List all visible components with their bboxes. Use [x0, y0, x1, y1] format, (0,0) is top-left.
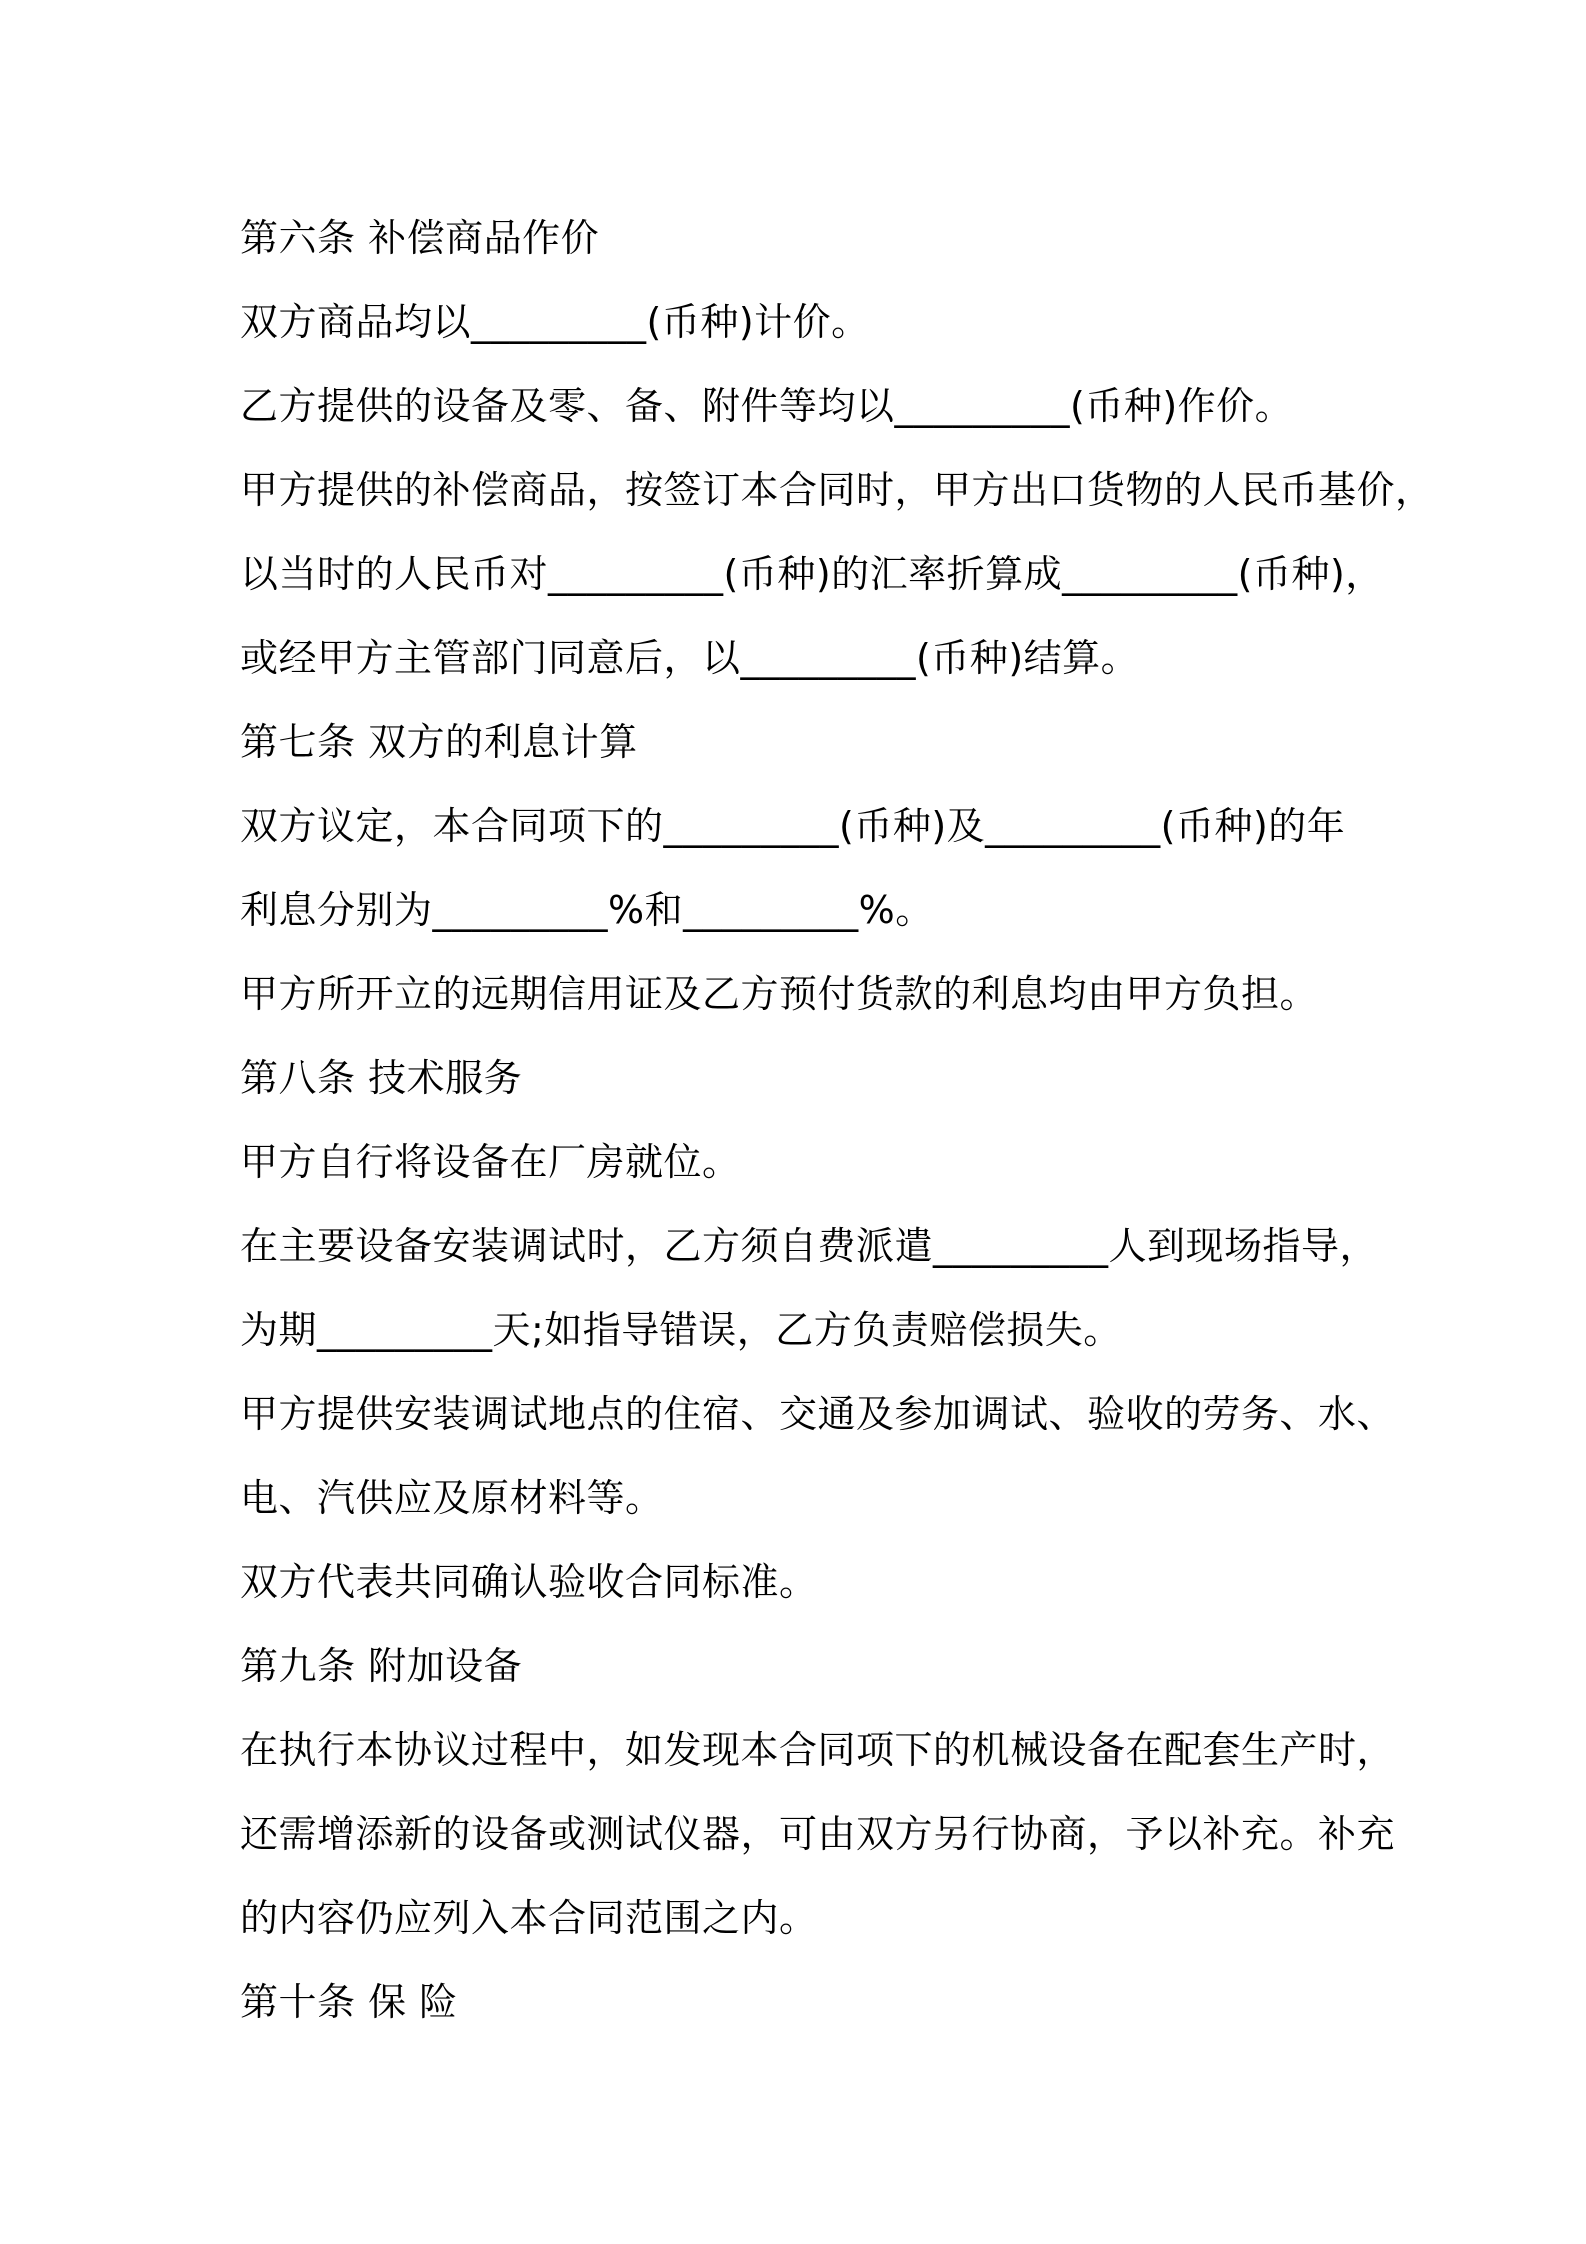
article-6-heading: 第六条 补偿商品作价: [240, 216, 600, 260]
text-line: 电、汽供应及原材料等。: [240, 1476, 664, 1520]
text-line: 在主要设备安装调试时，乙方须自费派遣_________人到现场指导，: [240, 1224, 1379, 1268]
text-line: 或经甲方主管部门同意后，以_________(币种)结算。: [240, 636, 1140, 680]
text-line: 甲方所开立的远期信用证及乙方预付货款的利息均由甲方负担。: [240, 972, 1319, 1016]
text-line: 乙方提供的设备及零、备、附件等均以_________(币种)作价。: [240, 384, 1294, 428]
text-line: 为期_________天;如指导错误，乙方负责赔偿损失。: [240, 1308, 1122, 1352]
text-line: 的内容仍应列入本合同范围之内。: [240, 1896, 818, 1940]
text-line: 甲方自行将设备在厂房就位。: [240, 1140, 741, 1184]
article-8-heading: 第八条 技术服务: [240, 1056, 523, 1100]
article-7-heading: 第七条 双方的利息计算: [240, 720, 638, 764]
text-line: 利息分别为_________%和_________%。: [240, 888, 934, 932]
text-line: 以当时的人民币对_________(币种)的汇率折算成_________(币种)，: [240, 552, 1384, 596]
text-line: 双方代表共同确认验收合同标准。: [240, 1560, 818, 1604]
document-body: [240, 196, 1440, 2044]
text-line: 在执行本协议过程中，如发现本合同项下的机械设备在配套生产时，: [240, 1728, 1396, 1772]
text-line: 甲方提供安装调试地点的住宿、交通及参加调试、验收的劳务、水、: [240, 1392, 1396, 1436]
text-line: 甲方提供的补偿商品，按签订本合同时，甲方出口货物的人民币基价，: [240, 468, 1434, 512]
article-9-heading: 第九条 附加设备: [240, 1644, 523, 1688]
text-line: 还需增添新的设备或测试仪器，可由双方另行协商，予以补充。补充: [240, 1812, 1396, 1856]
article-10-heading: 第十条 保 险: [240, 1980, 458, 2024]
text-line: 双方议定，本合同项下的_________(币种)及_________(币种)的年: [240, 804, 1346, 848]
text-line: 双方商品均以_________(币种)计价。: [240, 300, 870, 344]
